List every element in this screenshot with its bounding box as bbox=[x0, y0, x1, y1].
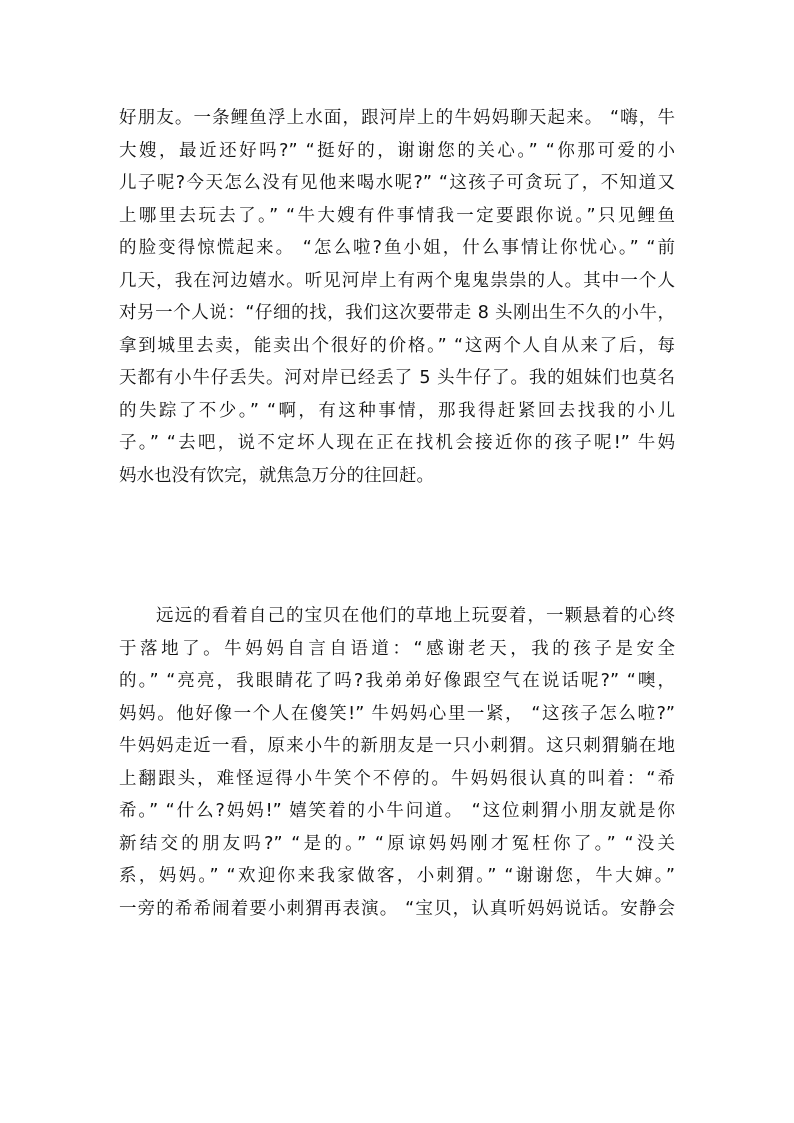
text-line: 牛妈妈走近一看，原来小牛的新朋友是一只小刺猬。这只刺猬躺在地 bbox=[119, 736, 675, 756]
text-line: 拿到城里去卖，能卖出个很好的价格。” “这两个人自从来了后，每 bbox=[119, 335, 675, 356]
text-line: 儿子呢?今天怎么没有见他来喝水呢?” “这孩子可贪玩了，不知道又 bbox=[119, 173, 675, 193]
text-line: 好朋友。一条鲤鱼浮上水面，跟河岸上的牛妈妈聊天起来。 “嗨，牛 bbox=[119, 108, 675, 128]
text-line: 系，妈妈。” “欢迎你来我家做客，小刺猬。” “谢谢您，牛大婶。” bbox=[119, 866, 675, 886]
text-line: 妈水也没有饮完，就焦急万分的往回赶。 bbox=[119, 465, 434, 486]
text-line: 上翻跟头，难怪逗得小牛笑个不停的。牛妈妈很认真的叫着：“希 bbox=[119, 768, 675, 789]
text-line: 远远的看着自己的宝贝在他们的草地上玩耍着，一颗悬着的心终 bbox=[156, 606, 675, 626]
text-line: 新结交的朋友吗?” “是的。” “原谅妈妈刚才冤枉你了。” “没关 bbox=[119, 833, 675, 854]
text-line: 子。” “去吧，说不定坏人现在正在找机会接近你的孩子呢!” 牛妈 bbox=[119, 433, 675, 453]
text-line: 天都有小牛仔丢失。河对岸已经丢了 5 头牛仔了。我的姐妹们也莫名 bbox=[119, 368, 675, 388]
text-line: 几天，我在河边嬉水。听见河岸上有两个鬼鬼祟祟的人。其中一个人 bbox=[119, 270, 675, 291]
text-line: 对另一个人说：“仔细的找，我们这次要带走 8 头刚出生不久的小牛， bbox=[119, 303, 675, 323]
text-line: 上哪里去玩去了。” “牛大嫂有件事情我一定要跟你说。”只见鲤鱼 bbox=[119, 205, 675, 226]
text-line: 一旁的希希闹着要小刺猬再表演。 “宝贝，认真听妈妈说话。安静会 bbox=[119, 898, 675, 919]
text-line: 的失踪了不少。” “啊，有这种事情，那我得赶紧回去找我的小儿 bbox=[119, 400, 675, 421]
text-line: 妈妈。他好像一个人在傻笑!” 牛妈妈心里一紧， “这孩子怎么啦?” bbox=[119, 703, 675, 724]
text-line: 于落地了。牛妈妈自言自语道：“感谢老天，我的孩子是安全 bbox=[119, 638, 675, 659]
text-line: 大嫂，最近还好吗?” “挺好的，谢谢您的关心。” “你那可爱的小 bbox=[119, 140, 675, 161]
story-paragraph-2 bbox=[119, 600, 675, 925]
text-line: 的脸变得惊慌起来。 “怎么啦?鱼小姐，什么事情让你忧心。” “前 bbox=[119, 238, 675, 258]
text-line: 的。” “亮亮，我眼睛花了吗?我弟弟好像跟空气在说话呢?” “噢， bbox=[119, 671, 675, 691]
story-paragraph-1 bbox=[119, 102, 675, 492]
text-line: 希。” “什么?妈妈!” 嬉笑着的小牛问道。 “这位刺猬小朋友就是你 bbox=[119, 801, 675, 821]
